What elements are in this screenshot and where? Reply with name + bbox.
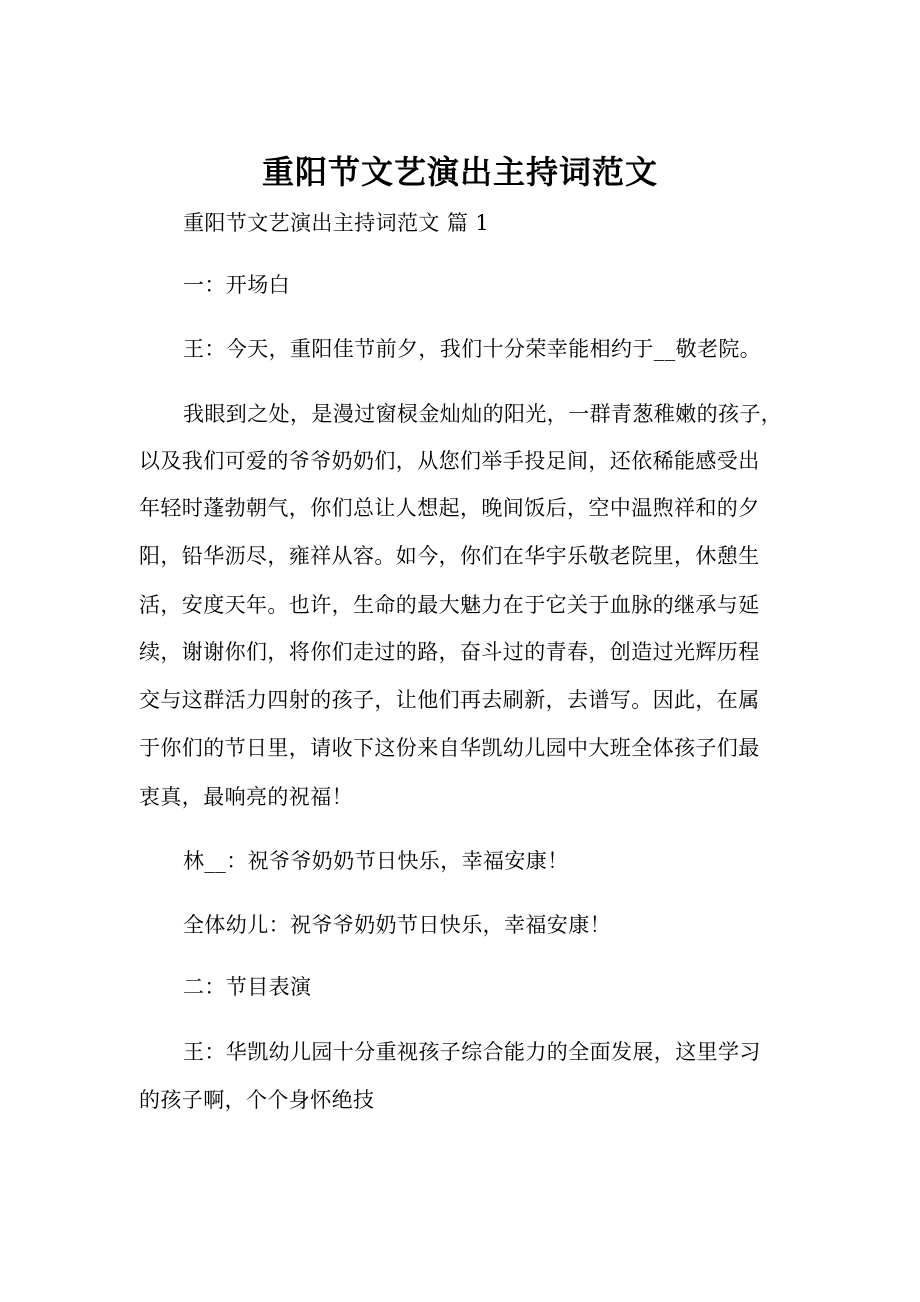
children-greeting-line: 全体幼儿：祝爷爷奶奶节日快乐，幸福安康！ bbox=[183, 913, 611, 937]
paragraph-line: 阳，铅华沥尽，雍祥从容。如今，你们在华宇乐敬老院里，休憩生 bbox=[139, 544, 760, 568]
paragraph-line: 活，安度天年。也许，生命的最大魅力在于它关于血脉的继承与延 bbox=[139, 593, 760, 617]
paragraph-line: 以及我们可爱的爷爷奶奶们，从您们举手投足间，还依稀能感受出 bbox=[139, 449, 760, 473]
lin-greeting-line: 林__：祝爷爷奶奶节日快乐，幸福安康！ bbox=[183, 849, 569, 873]
paragraph-line: 我眼到之处，是漫过窗棂金灿灿的阳光，一群青葱稚嫩的孩子， bbox=[183, 402, 783, 426]
paragraph-line: 于你们的节日里，请收下这份来自华凯幼儿园中大班全体孩子们最 bbox=[139, 736, 760, 760]
wang-program-line: 的孩子啊，个个身怀绝技 bbox=[139, 1088, 375, 1112]
paragraph-line: 交与这群活力四射的孩子，让他们再去刷新，去谱写。因此，在属 bbox=[139, 688, 760, 712]
wang-intro-line: 王：今天，重阳佳节前夕，我们十分荣幸能相约于__敬老院。 bbox=[183, 337, 762, 361]
document-title: 重阳节文艺演出主持词范文 bbox=[261, 153, 658, 191]
paragraph-line: 续，谢谢你们，将你们走过的路，奋斗过的青春，创造过光辉历程 bbox=[139, 640, 760, 664]
section-heading: 重阳节文艺演出主持词范文 篇 1 bbox=[183, 211, 490, 235]
part2-heading: 二：节目表演 bbox=[183, 975, 312, 999]
paragraph-line: 衷真，最响亮的祝福！ bbox=[139, 785, 353, 809]
paragraph-line: 年轻时蓬勃朝气，你们总让人想起，晚间饭后，空中温煦祥和的夕 bbox=[139, 496, 760, 520]
part1-heading: 一：开场白 bbox=[183, 273, 290, 297]
wang-program-line: 王：华凯幼儿园十分重视孩子综合能力的全面发展，这里学习 bbox=[183, 1040, 761, 1064]
